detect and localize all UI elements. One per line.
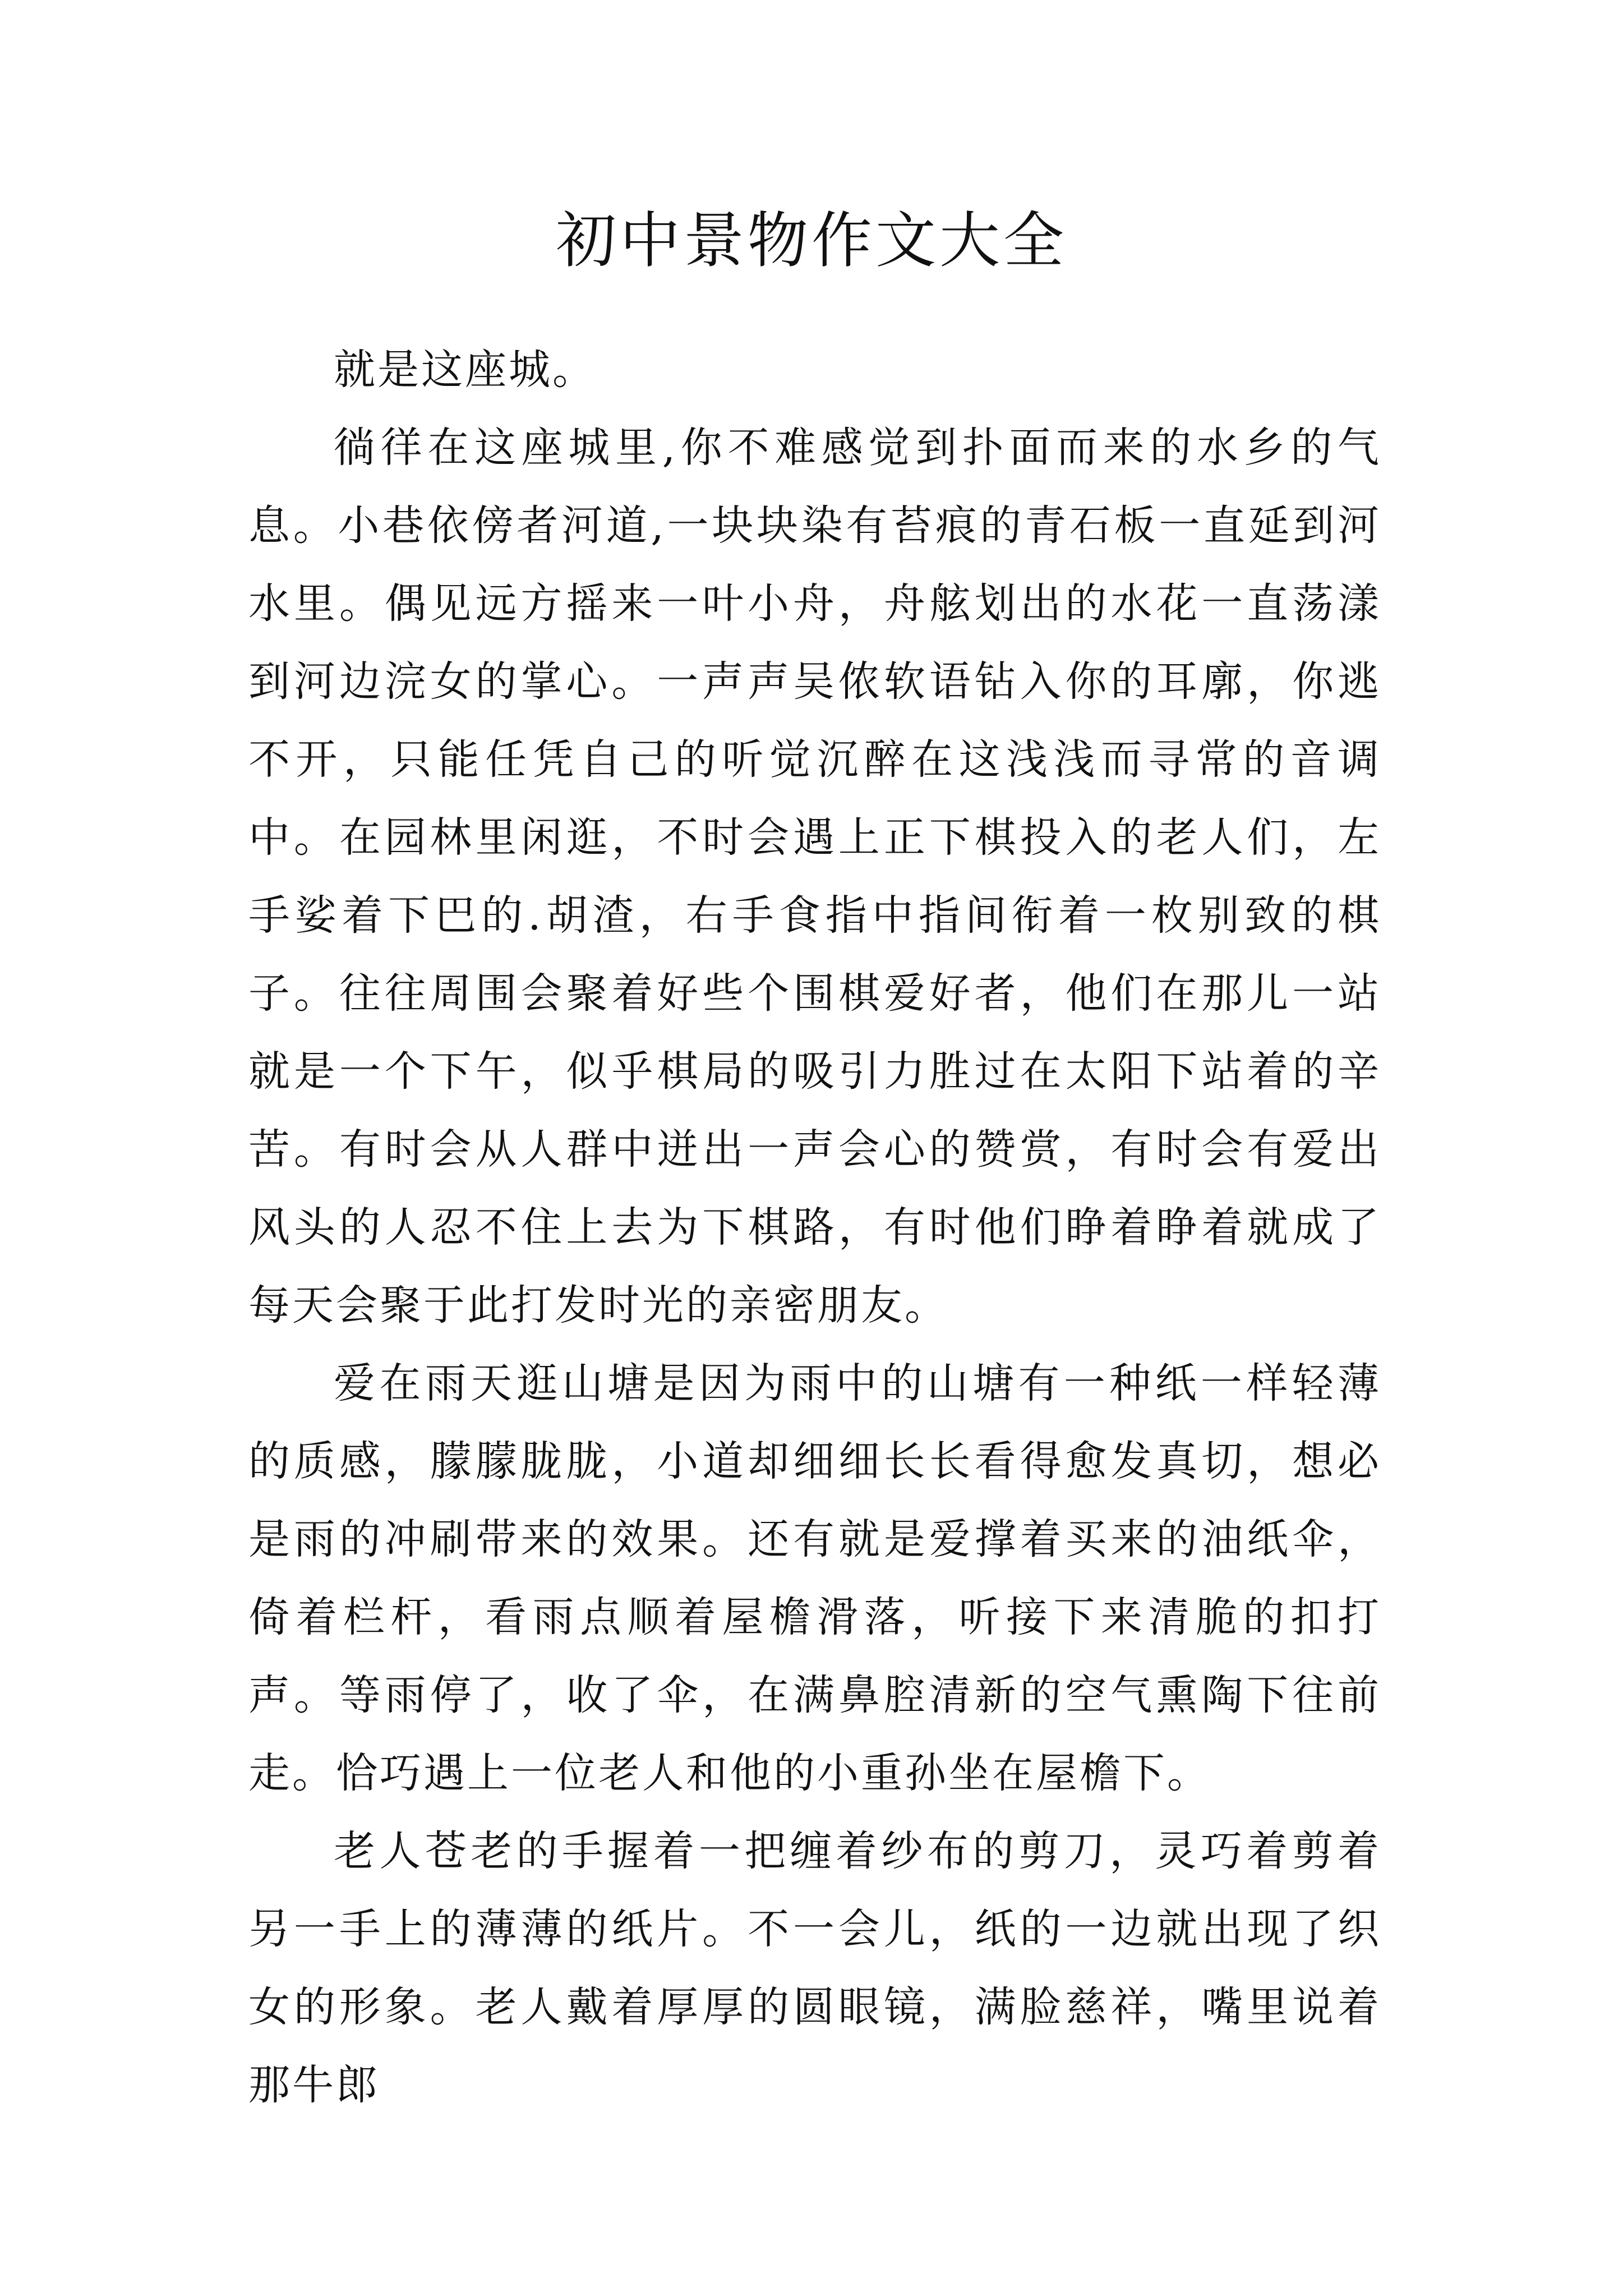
paragraph-3: 爱在雨天逛山塘是因为雨中的山塘有一种纸一样轻薄的质感，朦朦胧胧，小道却细细长长看得愈发真切，想必是雨的冲刷带来的效果。还有就是爱撑着买来的油纸伞，倚着栏杆，看雨点顺着屋檐滑落，听接下来清脆的扣打声。等雨停了，收了伞，在满鼻腔清新的空气熏陶下往前走。恰巧遇上一位老人和他的小重孙坐在屋檐下。 (248, 1359, 1381, 1797)
document-body (248, 331, 1381, 2124)
paragraph-1: 就是这座城。 (334, 346, 596, 394)
paragraph-2: 徜徉在这座城里,你不难感觉到扑面而来的水乡的气息。小巷依傍者河道,一块块染有苔痕的青石板一直延到河水里。偶见远方摇来一叶小舟，舟舷划出的水花一直荡漾到河边浣女的掌心。一声声吴侬软语钻入你的耳廓，你逃不开，只能任凭自己的听觉沉醉在这浅浅而寻常的音调中。在园林里闲逛，不时会遇上正下棋投入的老人们，左手娑着下巴的.胡渣，右手食指中指间衔着一枚别致的棋子。往往周围会聚着好些个围棋爱好者，他们在那儿一站就是一个下午，似乎棋局的吸引力胜过在太阳下站着的辛苦。有时会从人群中迸出一声会心的赞赏，有时会有爱出风头的人忍不住上去为下棋路，有时他们睁着睁着就成了每天会聚于此打发时光的亲密朋友。 (248, 424, 1381, 1329)
page-title: 初中景物作文大全 (555, 206, 1067, 276)
paragraph-4: 老人苍老的手握着一把缠着纱布的剪刀，灵巧着剪着另一手上的薄薄的纸片。不一会儿，纸的一边就出现了织女的形象。老人戴着厚厚的圆眼镜，满脸慈祥，嘴里说着那牛郎 (248, 1827, 1381, 2109)
